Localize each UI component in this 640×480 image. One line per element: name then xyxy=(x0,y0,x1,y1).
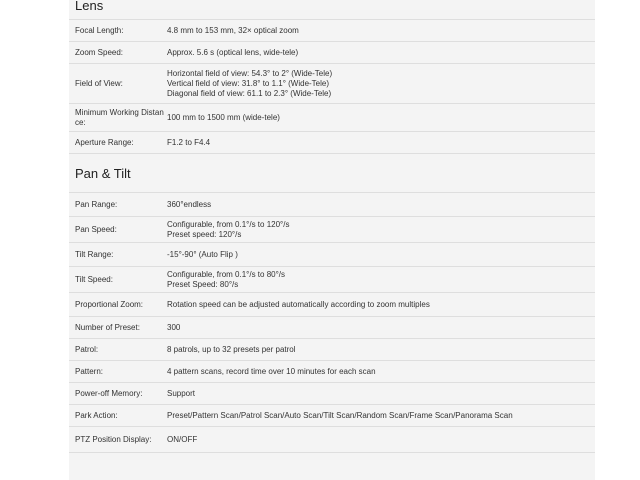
spec-label: Focal Length: xyxy=(75,25,124,35)
spec-label: Minimum Working Distance: xyxy=(75,107,164,127)
spec-value-line: Support xyxy=(167,388,196,398)
spec-row xyxy=(69,132,595,154)
section-title: Lens xyxy=(75,0,104,13)
spec-label: Patrol: xyxy=(75,344,99,354)
spec-table xyxy=(69,192,595,453)
spec-row xyxy=(69,64,595,104)
spec-value-line: Approx. 5.6 s (optical lens, wide-tele) xyxy=(167,47,299,57)
spec-row xyxy=(69,104,595,132)
spec-label: Pattern: xyxy=(75,366,104,376)
spec-value xyxy=(167,411,595,421)
spec-value-line: Configurable, from 0.1°/s to 120°/s xyxy=(167,219,290,229)
spec-value xyxy=(167,367,595,377)
spec-value-line: Preset speed: 120°/s xyxy=(167,229,242,239)
spec-value-line: Horizontal field of view: 54.3° to 2° (Wide-Tele) xyxy=(167,68,333,78)
spec-label: Power-off Memory: xyxy=(75,388,143,398)
spec-value-line: Diagonal field of view: 61.1 to 2.3° (Wide-Tele) xyxy=(167,88,332,98)
spec-row xyxy=(69,20,595,42)
spec-row xyxy=(69,267,595,293)
spec-value-line: 4.8 mm to 153 mm, 32× optical zoom xyxy=(167,25,299,35)
spec-value xyxy=(167,113,595,123)
spec-label: Aperture Range: xyxy=(75,137,134,147)
spec-value xyxy=(167,26,595,36)
spec-row xyxy=(69,361,595,383)
section-title: Pan & Tilt xyxy=(75,165,131,181)
spec-value xyxy=(167,48,595,58)
spec-label: Tilt Speed: xyxy=(75,274,113,284)
spec-value xyxy=(167,300,595,310)
spec-content xyxy=(69,0,595,453)
spec-value-line: 360°endless xyxy=(167,199,212,209)
spec-value xyxy=(167,270,595,290)
spec-row xyxy=(69,405,595,427)
spec-value-line: F1.2 to F4.4 xyxy=(167,137,211,147)
spec-row xyxy=(69,193,595,217)
spec-value xyxy=(167,323,595,333)
spec-table xyxy=(69,19,595,154)
spec-label: Number of Preset: xyxy=(75,322,140,332)
spec-label: PTZ Position Display: xyxy=(75,434,152,444)
spec-value xyxy=(167,389,595,399)
spec-label: Tilt Range: xyxy=(75,249,114,259)
spec-value-line: Rotation speed can be adjusted automatically according to zoom multiples xyxy=(167,299,430,309)
spec-value-line: 8 patrols, up to 32 presets per patrol xyxy=(167,344,296,354)
spec-label: Field of View: xyxy=(75,78,123,88)
spec-row xyxy=(69,293,595,317)
spec-value xyxy=(167,345,595,355)
spec-row xyxy=(69,383,595,405)
spec-row xyxy=(69,243,595,267)
spec-label: Zoom Speed: xyxy=(75,47,124,57)
spec-value-line: Vertical field of view: 31.8° to 1.1° (Wide-Tele) xyxy=(167,78,330,88)
spec-value-line: Preset/Pattern Scan/Patrol Scan/Auto Scan/Tilt Scan/Random Scan/Frame Scan/Panorama Scan xyxy=(167,410,513,420)
spec-value xyxy=(167,435,595,445)
spec-label: Proportional Zoom: xyxy=(75,299,144,309)
spec-value-line: -15°-90° (Auto Flip ) xyxy=(167,249,238,259)
spec-label: Park Action: xyxy=(75,410,118,420)
spec-row xyxy=(69,339,595,361)
spec-label: Pan Range: xyxy=(75,199,118,209)
spec-value-line: ON/OFF xyxy=(167,434,198,444)
spec-value xyxy=(167,200,595,210)
spec-value-line: 4 pattern scans, record time over 10 minutes for each scan xyxy=(167,366,376,376)
spec-value-line: 100 mm to 1500 mm (wide-tele) xyxy=(167,112,280,122)
spec-row xyxy=(69,317,595,339)
spec-row xyxy=(69,427,595,453)
spec-row xyxy=(69,42,595,64)
spec-value-line: Preset Speed: 80°/s xyxy=(167,279,239,289)
spec-value xyxy=(167,138,595,148)
spec-value xyxy=(167,250,595,260)
spec-value-line: Configurable, from 0.1°/s to 80°/s xyxy=(167,269,286,279)
spec-row xyxy=(69,217,595,243)
spec-value xyxy=(167,220,595,240)
spec-value xyxy=(167,69,595,99)
spec-value-line: 300 xyxy=(167,322,181,332)
spec-page xyxy=(69,0,595,480)
spec-label: Pan Speed: xyxy=(75,224,117,234)
